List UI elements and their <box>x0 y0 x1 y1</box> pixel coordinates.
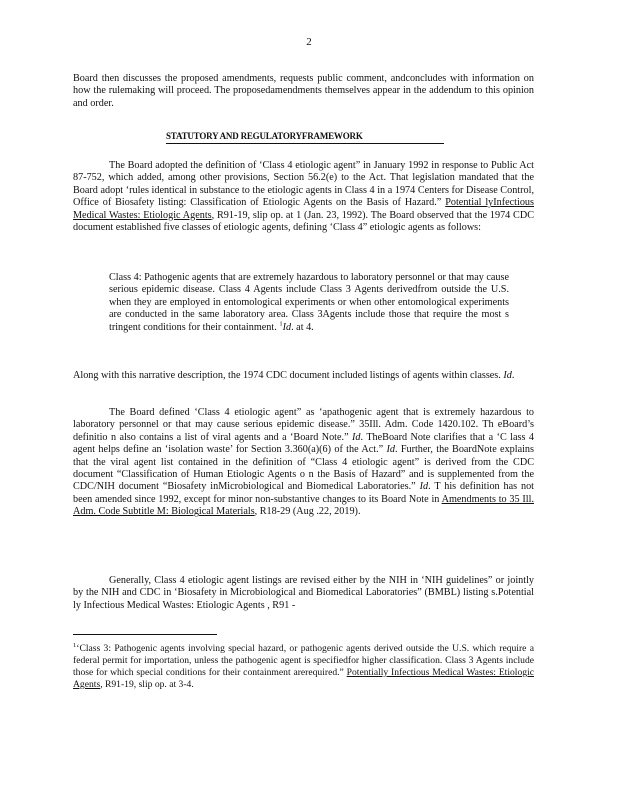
quote-text: Class 4: Pathogenic agents that are extremely hazardous to laboratory personnel or that may cause serious epidemic disease. Class 4 Agents include Class 3 Agents derivedfrom outside the U.S. when they are employed in entomological experiments or when other entomological experiments are conducted in the same laboratory area. Class 3Agents include those that require the most s tringent conditions for their containment. <box>109 272 510 333</box>
p3-id-1: Id <box>352 431 361 443</box>
page-number: 2 <box>306 36 312 48</box>
footnote-citation-rest: , R91-19, slip op. at 3-4. <box>100 679 194 690</box>
footnote-mark: 1 <box>73 641 77 649</box>
footnote-reference: 1 <box>279 320 283 328</box>
footnote-citation-title: Potentially Infectious Medical Wastes: Etiologic Agents <box>73 667 534 690</box>
p3-text-c: . Further, the BoardNote explains that the viral agent list contained in the definition of “Class 4 etiologic agent” is derived from the CDC document “Classification of Human Etiologic Agents o n the Basis of Hazard” and is supplemented from the CDC/NIH document “Biosafety inMicrobiological and Biomedical Laboratories.” <box>73 444 534 493</box>
quote-cite-id: Id <box>282 321 292 333</box>
p2-cite-rest: . <box>511 370 515 381</box>
paragraph-board-defined <box>73 407 534 519</box>
footnote <box>73 643 534 691</box>
p3-text-e: , R18-29 (Aug .22, 2019). <box>254 506 361 518</box>
p1-text: The Board adopted the definition of ‘Class 4 etiologic agent” in January 1992 in response to Public Act 87-752, which added, among other provisions, Section 56.2(e) to the Act. That legislation mandated that the Board adopt ‘rules identical in substance to the etiologic agents in Class 4 in a 1974 Centers for Disease Control, Office of Biosafety listing: Classification of Etiologic Agents on the Basis of Hazard.” <box>73 160 534 209</box>
p3-text-b: . TheBoard Note clarifies that a ‘C lass 4 agent helps define an ‘isolation waste’ for Section 3.360(a)(6) of the Act.” <box>73 431 534 456</box>
p3-id-2: Id <box>386 444 395 456</box>
footnote-text: ‘Class 3: Pathogenic agents involving special hazard, or pathogenic agents derived outside the U.S. which require a federal permit for importation, unless the pathogenic agent is specifiedfor higher classification. Class 3 Agents include those for which special conditions for their containment arerequired.” <box>73 643 534 678</box>
paragraph-class4-definition <box>73 160 534 234</box>
p3-id-3: Id <box>419 481 429 493</box>
p1-citation-rest: , R91-19, slip op. at 1 (Jan. 23, 1992). The Board observed that the 1974 CDC document established five classes of etiologic agents, defining ‘Class 4” etiologic agents as follows: <box>73 209 534 234</box>
p1-citation-title: Potential lyInfectious Medical Wastes: Etiologic Agents <box>73 197 534 221</box>
p2-text: Along with this narrative description, the 1974 CDC document included listings of agents within classes. <box>73 370 504 381</box>
block-quote <box>109 272 509 334</box>
paragraph-narrative <box>73 370 534 382</box>
quote-cite-rest: . at 4. <box>291 321 314 333</box>
footnote-divider <box>73 634 217 635</box>
p3-text-a: The Board defined ‘Class 4 etiologic agent” as ‘apathogenic agent that is extremely hazardous to laboratory personnel or that may cause serious epidemic disease.” 35Ill. Adm. Code 1420.102. Th eBoard’s definitio n also contains a list of viral agents and a ‘Board Note.” <box>73 407 534 443</box>
p2-cite-id: Id <box>503 370 512 381</box>
p3-text-d: . T his definition has not been amended since 1992, except for minor non-substantive changes to its Board Note in <box>73 481 535 505</box>
section-heading: STATUTORY AND REGULATORYFRAMEWORK <box>166 130 444 144</box>
intro-paragraph: Board then discusses the proposed amendments, requests public comment, andconcludes with information on how the rulemaking will proceed. The proposedamendments themselves appear in the addendum to this opinion and order. <box>73 73 534 109</box>
paragraph-generally: Generally, Class 4 etiologic agent listings are revised either by the NIH in ‘NIH guidelines” or jointly by the NIH and CDC in ‘Biosafety in Microbiological and Biomedical Laboratories” (BMBL) listing s.Potential ly Infectious Medical Wastes: Etiologic Agents , R91 - <box>73 575 534 611</box>
p3-citation-title: Amendments to 35 Ill. Adm. Code Subtitle M: Biological Materials <box>73 493 534 518</box>
